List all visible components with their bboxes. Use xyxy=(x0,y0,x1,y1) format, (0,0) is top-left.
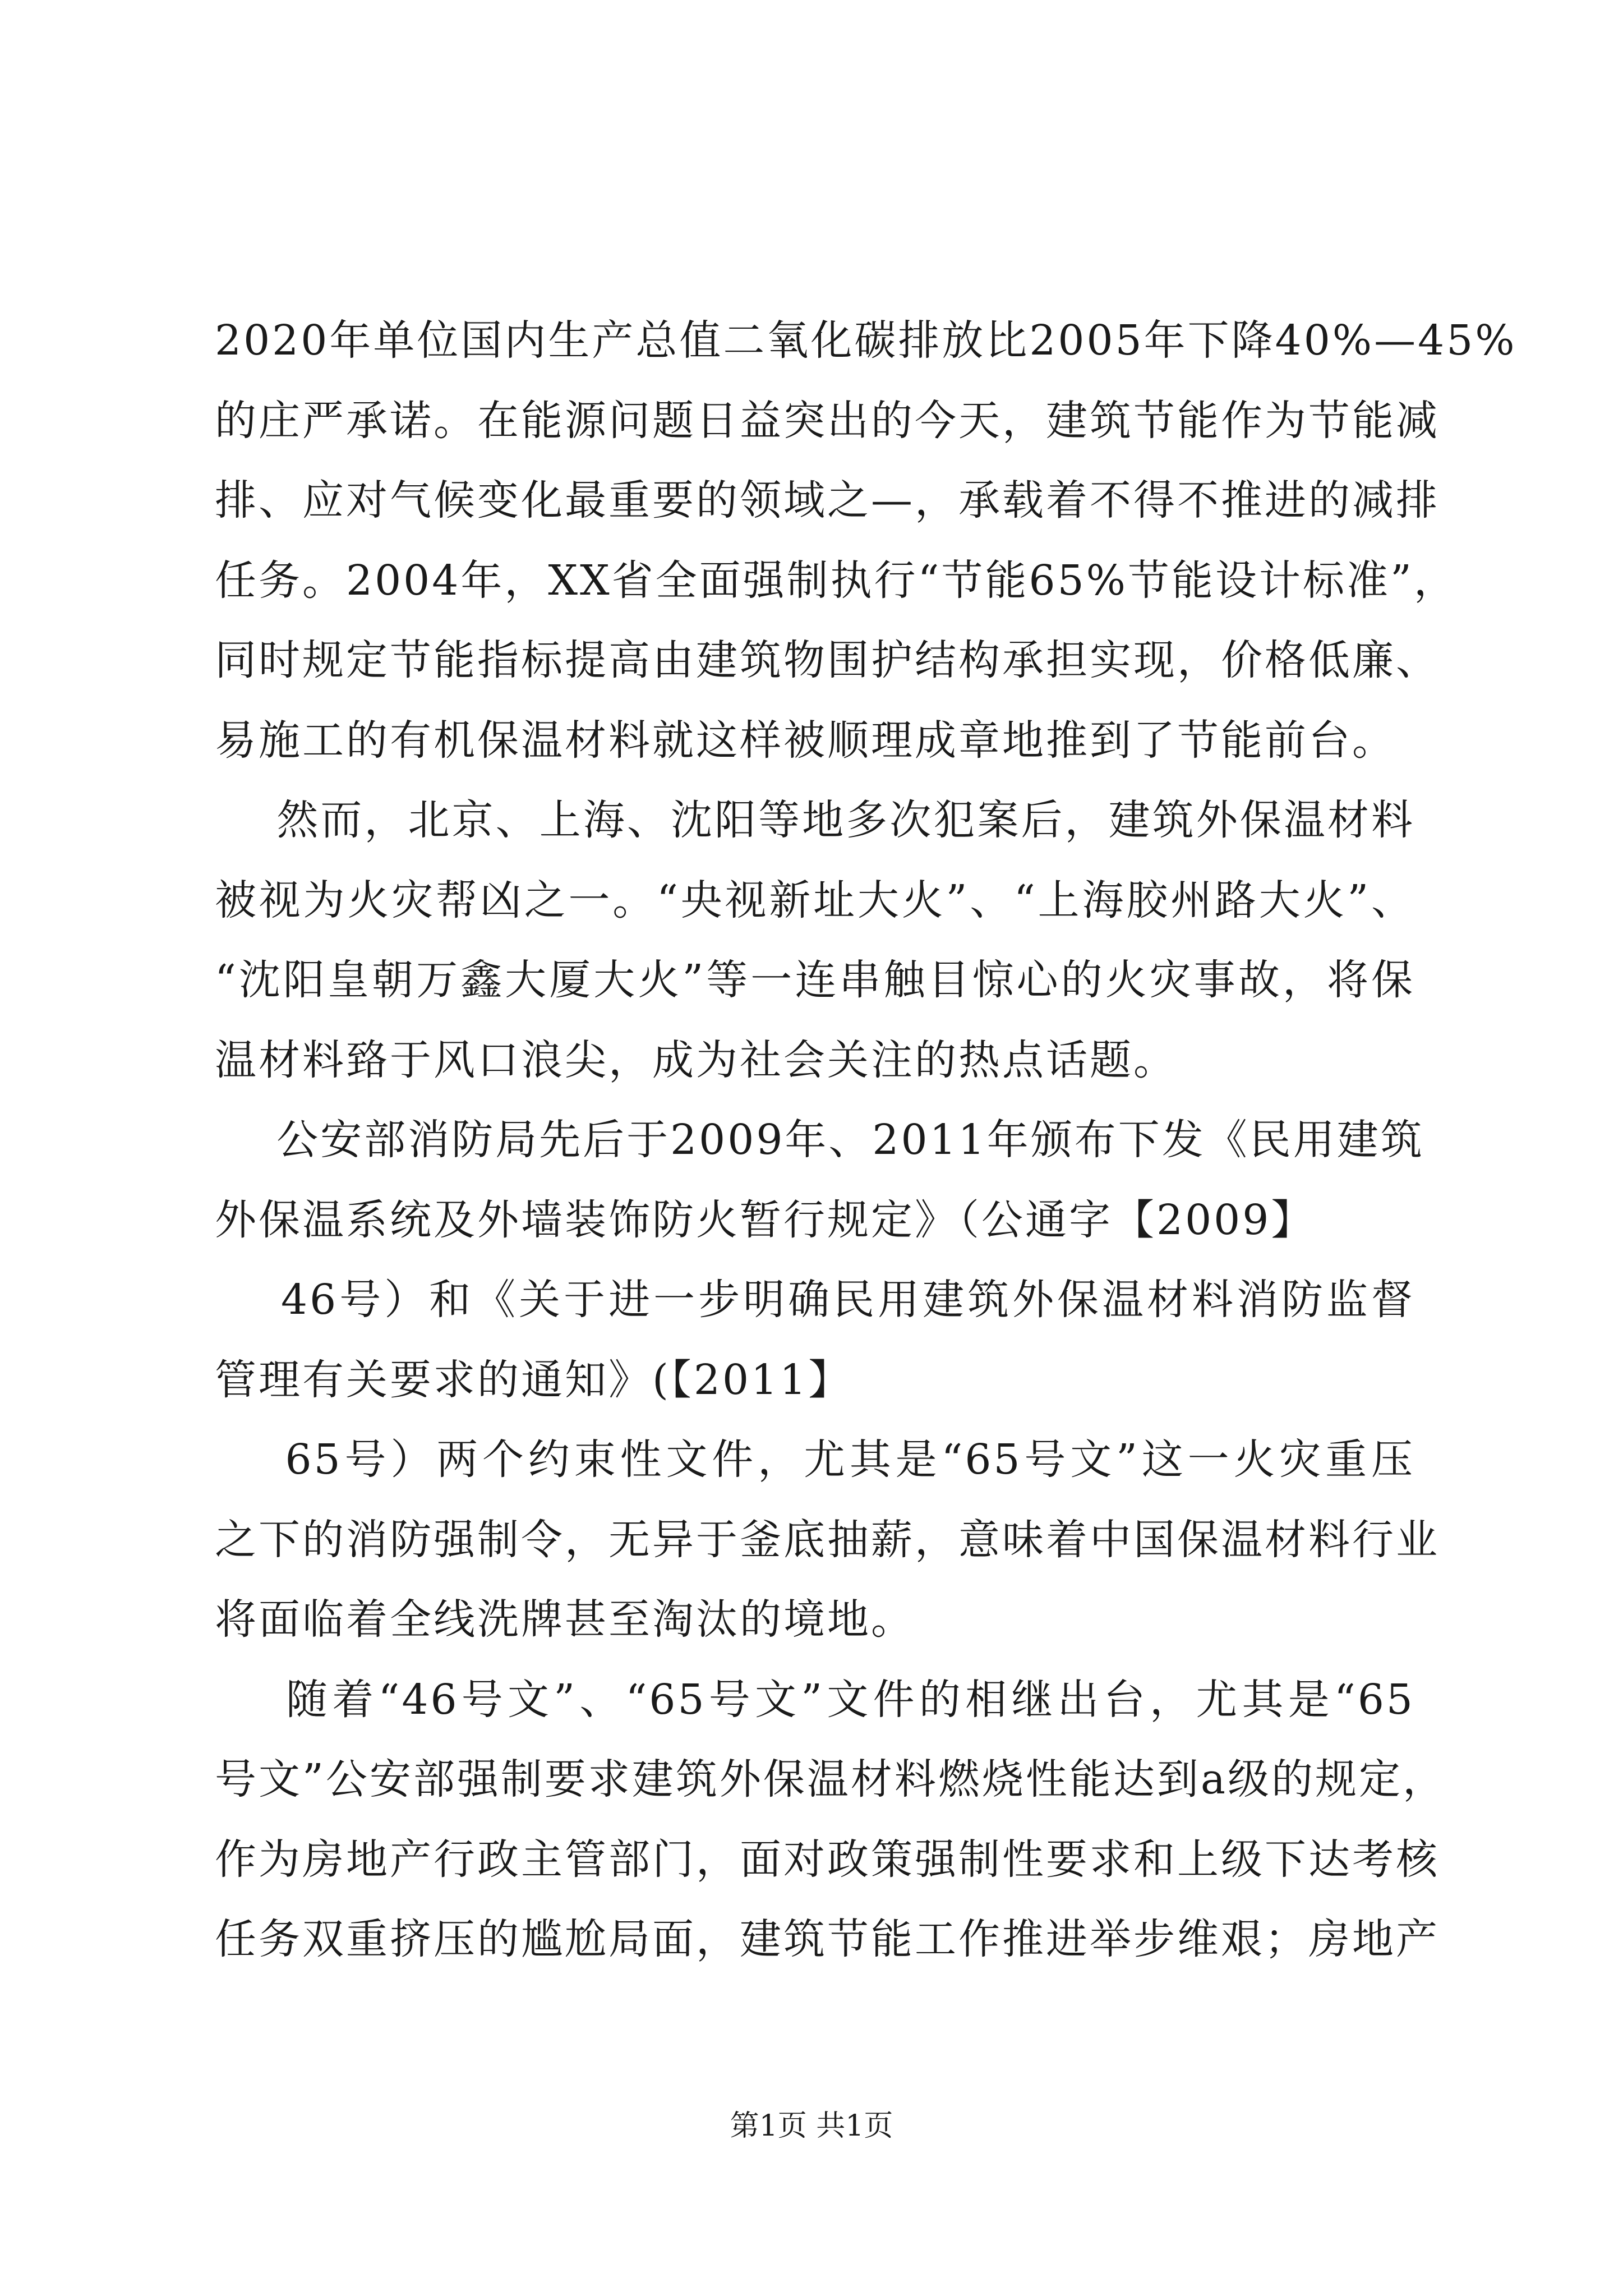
text-line: 同时规定节能指标提高由建筑物围护结构承担实现，价格低廉、 xyxy=(215,636,1440,684)
text-line: 温材料臵于风口浪尖，成为社会关注的热点话题。 xyxy=(215,1036,1177,1084)
page-footer: 第1页 共1页 xyxy=(730,2109,893,2143)
text-line: 将面临着全线洗牌甚至淘汰的境地。 xyxy=(215,1595,915,1644)
text-line: 作为房地产行政主管部门，面对政策强制性要求和上级下达考核 xyxy=(215,1835,1440,1884)
text-line: 管理有关要求的通知》(【2011】 xyxy=(215,1355,852,1404)
text-line: 任务。2004年，XX省全面强制执行“节能65%节能设计标准”， xyxy=(215,556,1458,605)
text-line: 易施工的有机保温材料就这样被顺理成章地推到了节能前台。 xyxy=(215,716,1396,765)
text-line: 任务双重挤压的尴尬局面，建筑节能工作推进举步维艰；房地产 xyxy=(215,1915,1440,1963)
text-line: 65号）两个约束性文件，尤其是“65号文”这一火灾重压 xyxy=(215,1435,1415,1484)
text-line: 外保温系统及外墙装饰防火暂行规定》（公通字【2009】 xyxy=(215,1195,1315,1244)
text-line: “沈阳皇朝万鑫大厦大火”等一连串触目惊心的火灾事故，将保 xyxy=(215,956,1415,1004)
text-line: 公安部消防局先后于2009年、2011年颁布下发《民用建筑 xyxy=(215,1116,1424,1164)
document-body xyxy=(215,301,1517,1980)
text-line: 然而，北京、上海、沈阳等地多次犯案后，建筑外保温材料 xyxy=(215,796,1415,844)
text-line: 随着“46号文”、“65号文”文件的相继出台，尤其是“65 xyxy=(215,1675,1415,1724)
text-line: 2020年单位国内生产总值二氧化碳排放比2005年下降40%—45% xyxy=(215,316,1517,365)
text-line: 被视为火灾帮凶之一。“央视新址大火”、“上海胶州路大火”、 xyxy=(215,876,1415,924)
text-line: 的庄严承诺。在能源问题日益突出的今天，建筑节能作为节能减 xyxy=(215,396,1440,445)
text-line: 46号）和《关于进一步明确民用建筑外保温材料消防监督 xyxy=(215,1276,1415,1324)
text-line: 排、应对气候变化最重要的领域之—，承载着不得不推进的减排 xyxy=(215,476,1440,524)
text-line: 之下的消防强制令，无异于釜底抽薪，意味着中国保温材料行业 xyxy=(215,1515,1440,1564)
text-line: 号文”公安部强制要求建筑外保温材料燃烧性能达到a级的规定， xyxy=(215,1755,1446,1803)
